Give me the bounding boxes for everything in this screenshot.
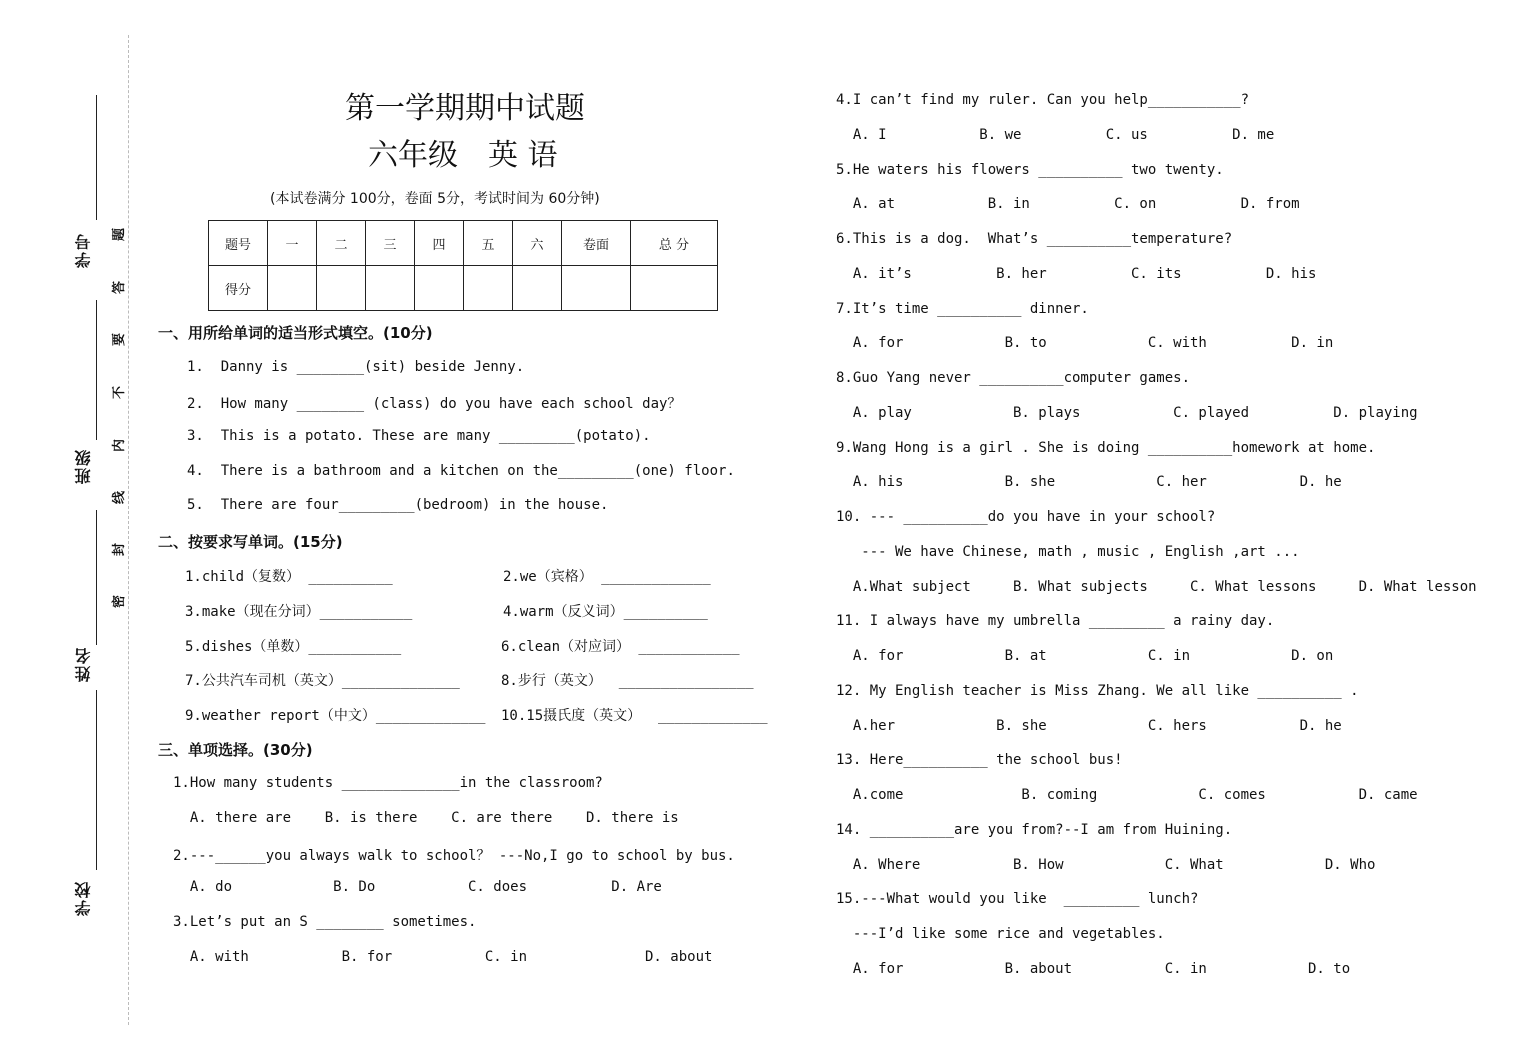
question-item: 2.---______you always walk to school？ ---No,I go to school by bus. [173,848,735,864]
question-item: 10. --- __________do you have in your school? [836,509,1216,525]
question-item: 1. Danny is ________(sit) beside Jenny. [187,359,525,375]
class-line [96,300,97,440]
question-item: 1.child（复数） __________ [185,569,393,585]
option-line: A. play B. plays C. played D. playing [836,404,1418,421]
option-line: A.her B. she C. hers D. he [836,717,1342,734]
option-line: --- We have Chinese, math , music , English ,art ... [836,543,1300,560]
option-line: A. there are B. is there C. are there D. there is [173,810,679,826]
class-label: 班级 [74,448,93,484]
seal-char: 要 [112,332,128,347]
option-line: A. with B. for C. in D. about [173,949,713,965]
question-item: 8.Guo Yang never __________computer games. [836,370,1191,386]
option-line: A. do B. Do C. does D. Are [173,879,662,895]
seal-char: 题 [112,227,128,242]
question-item: 3.make（现在分词）___________ [185,604,413,620]
score-header-cell: 二 [317,221,366,266]
score-cell[interactable] [415,266,464,311]
question-item: 13. Here__________ the school bus! [836,752,1123,769]
score-header-cell: 六 [513,221,562,266]
score-header-cell: 五 [464,221,513,266]
question-item: 7.It’s time __________ dinner. [836,300,1089,317]
option-line: A.What subject B. What subjects C. What lessons D. What lesson [836,578,1477,595]
score-header-cell: 总 分 [631,221,718,266]
exam-note: (本试卷满分 100分，卷面 5分，考试时间为 60分钟) [270,191,600,207]
student-id-label: 学号 [74,232,93,268]
seal-char: 封 [112,542,128,557]
question-item: 15.---What would you like _________ lunch? [836,891,1199,908]
question-item: 2.we（宾格） _____________ [503,569,711,585]
exam-title: 第一学期期中试题 [345,91,585,126]
question-item: 14. __________are you from?--I am from Huining. [836,821,1233,838]
option-line: A. I B. we C. us D. me [836,126,1275,143]
question-item: 9.weather report（中文）_____________ [185,708,486,724]
score-header-cell: 三 [366,221,415,266]
score-cell[interactable] [631,266,718,311]
option-line: A.come B. coming C. comes D. came [836,787,1418,803]
score-header-cell: 卷面 [562,221,631,266]
score-table-score-row [209,266,718,311]
option-line: A. at B. in C. on D. from [836,196,1300,213]
score-header-cell: 题号 [209,221,268,266]
option-line: ---I’d like some rice and vegetables. [836,926,1165,942]
question-item: 10.15摄氏度（英文） _____________ [501,708,768,724]
question-item: 3. This is a potato. These are many _________(potato). [187,428,651,444]
score-cell[interactable] [268,266,317,311]
seal-char: 不 [112,385,128,400]
question-item: 5. There are four_________(bedroom) in the house. [187,497,609,513]
section-1-title: 一、用所给单词的适当形式填空。(10分) [158,324,433,342]
seal-char: 答 [112,280,128,295]
score-cell[interactable] [562,266,631,311]
question-item: 12. My English teacher is Miss Zhang. We all like __________ . [836,682,1359,699]
score-header-cell: 四 [415,221,464,266]
seal-char: 内 [112,438,128,453]
school-label: 学校 [74,880,93,916]
section-2-title: 二、按要求写单词。(15分) [158,533,343,551]
score-cell[interactable] [366,266,415,311]
exam-subtitle: 六年级 英 语 [368,138,558,173]
option-line: A. for B. about C. in D. to [836,960,1351,977]
option-line: A. his B. she C. her D. he [836,474,1342,491]
option-line: A. for B. to C. with D. in [836,335,1334,352]
score-row-label: 得分 [209,266,268,311]
question-item: 1.How many students ______________in the classroom? [173,775,603,791]
question-item: 4.I can’t find my ruler. Can you help___________? [836,92,1250,108]
option-line: A. it’s B. her C. its D. his [836,265,1317,282]
question-item: 4.warm（反义词）__________ [503,604,708,620]
score-cell[interactable] [464,266,513,311]
school-line [96,690,97,870]
question-item: 4. There is a bathroom and a kitchen on the_________(one) floor. [187,463,735,479]
score-cell[interactable] [317,266,366,311]
question-item: 9.Wang Hong is a girl . She is doing __________homework at home. [836,439,1376,456]
option-line: A. Where B. How C. What D. Who [836,856,1376,873]
option-line: A. for B. at C. in D. on [836,648,1334,664]
question-item: 11. I always have my umbrella _________ a rainy day. [836,613,1275,630]
score-header-cell: 一 [268,221,317,266]
student-id-line [96,95,97,220]
question-item: 8.步行（英文） ________________ [501,673,754,689]
score-cell[interactable] [513,266,562,311]
question-item: 6.This is a dog. What’s __________temperature? [836,231,1233,247]
question-item: 2. How many ________ (class) do you have each school day？ [187,396,682,412]
question-item: 7.公共汽车司机（英文）______________ [185,673,460,689]
question-item: 3.Let’s put an S ________ sometimes. [173,914,477,930]
question-item: 6.clean（对应词） ____________ [501,639,740,655]
seal-char: 密 [112,594,128,609]
name-line [96,510,97,645]
section-3-title: 三、单项选择。(30分) [158,741,313,759]
score-table-header-row [209,221,718,266]
question-item: 5.dishes（单数）___________ [185,639,402,655]
question-item: 5.He waters his flowers __________ two twenty. [836,161,1224,178]
seal-char: 线 [112,490,128,505]
name-label: 姓名 [74,646,93,682]
binding-dashed-line [128,35,129,1025]
score-table [208,220,718,311]
